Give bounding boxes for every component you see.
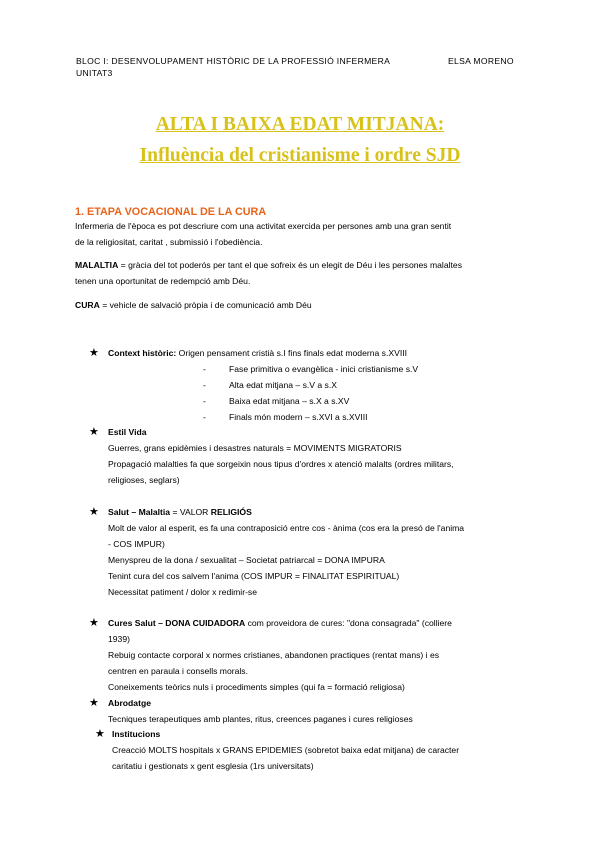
institucions-line: Creacció MOLTS hospitals x GRANS EPIDEMIES (sobretot baixa edat mitjana) de caracter <box>112 745 460 755</box>
header-title: BLOC I: DESENVOLUPAMENT HISTÒRIC DE LA PROFESSIÓ INFERMERA <box>76 56 391 66</box>
intro-line-1: Infermeria de l'època es pot descriure com una activitat exercida per persones amb una gran sentit <box>75 221 452 231</box>
context-item: - Alta edat mitjana – s.V a s.X <box>203 380 337 390</box>
estil-line: Propagació malalties fa que sorgeixin nous tipus d'ordres x atenció malalts (ordres militars, <box>108 459 454 469</box>
dash-bullet: - <box>203 380 206 390</box>
abordatge-line: Tecniques terapeutiques amb plantes, ritus, creences paganes i cures religioses <box>108 714 413 724</box>
estil-line: Guerres, grans epidèmies i desastres naturals = MOVIMENTS MIGRATORIS <box>108 443 402 453</box>
malaltia-term: MALALTIA <box>75 260 119 270</box>
context-line <box>108 348 407 359</box>
cura-text: = vehicle de salvació pròpia i de comunicació amb Déu <box>99 300 312 310</box>
dash-bullet: - <box>203 396 206 406</box>
context-text: Origen pensament cristià s.I fins finals edat moderna s.XVIII <box>176 348 407 358</box>
salut-item: Menyspreu de la dona / sexualitat – Societat patriarcal = DONA IMPURA <box>108 555 385 565</box>
cures-item: 1939) <box>108 634 130 644</box>
salut-item: - COS IMPUR) <box>108 539 165 549</box>
intro-line-2: de la religiositat, caritat , submissió i l'obediència. <box>75 237 263 247</box>
star-bullet-icon: ★ <box>89 426 99 438</box>
estil-label: Estil Vida <box>108 427 147 437</box>
malaltia-definition <box>75 260 462 271</box>
context-item: - Finals món modern – s.XVI a s.XVIII <box>203 412 368 422</box>
context-label: Context històric: <box>108 348 177 358</box>
cures-item: Coneixements teòrics nuls i procediments simples (qui fa = formació religiosa) <box>108 682 405 692</box>
dash-bullet: - <box>203 412 206 422</box>
salut-mid: = VALOR <box>170 507 211 517</box>
context-item: - Baixa edat mitjana – s.X a s.XV <box>203 396 350 406</box>
malaltia-text: = gràcia del tot poderós per tant el que sofreix és un elegit de Déu i les persones malaltes <box>118 260 462 270</box>
dash-bullet: - <box>203 364 206 374</box>
cures-item: centren en paraula i consells morals. <box>108 666 248 676</box>
cures-text: com proveidora de cures: "dona consagrada" (colliere <box>245 618 452 628</box>
estil-line: religioses, seglars) <box>108 475 180 485</box>
salut-bold: RELIGIÓS <box>210 507 252 517</box>
cures-line <box>108 618 452 629</box>
cures-item: Rebuig contacte corporal x normes cristianes, abandonen practiques (rentat mans) i es <box>108 650 440 660</box>
document-title: ALTA I BAIXA EDAT MITJANA: <box>155 114 445 135</box>
star-bullet-icon: ★ <box>89 506 99 518</box>
salut-item: Molt de valor al esperit, es fa una contraposició entre cos - ànima (cos era la presó de l'anima <box>108 523 465 533</box>
section-heading: 1. ETAPA VOCACIONAL DE LA CURA <box>75 206 267 218</box>
document-subtitle: Influència del cristianisme i ordre SJD <box>139 145 461 166</box>
cura-term: CURA <box>75 300 100 310</box>
context-item: - Fase primitiva o evangèlica - inici cristianisme s.V <box>203 364 419 374</box>
header-unit: UNITAT3 <box>76 68 113 78</box>
cura-definition <box>75 300 312 311</box>
star-bullet-icon: ★ <box>95 728 105 740</box>
header-author: ELSA MORENO <box>448 56 514 66</box>
institucions-line: caritatiu i gestionats x gent esglesia (1rs universitats) <box>112 761 314 771</box>
salut-line <box>108 507 252 518</box>
star-bullet-icon: ★ <box>89 697 99 709</box>
cures-label: Cures Salut – DONA CUIDADORA <box>108 618 246 628</box>
institucions-label: Institucions <box>112 729 161 739</box>
star-bullet-icon: ★ <box>89 347 99 359</box>
salut-item: Tenint cura del cos salvem l'anima (COS IMPUR = FINALITAT ESPIRITUAL) <box>108 571 400 581</box>
malaltia-line-2: tenen una oportunitat de redempció amb Déu. <box>75 276 251 286</box>
salut-label: Salut – Malaltia <box>108 507 171 517</box>
abordatge-label: Abrodatge <box>108 698 151 708</box>
salut-item: Necessitat patiment / dolor x redimir-se <box>108 587 258 597</box>
star-bullet-icon: ★ <box>89 617 99 629</box>
